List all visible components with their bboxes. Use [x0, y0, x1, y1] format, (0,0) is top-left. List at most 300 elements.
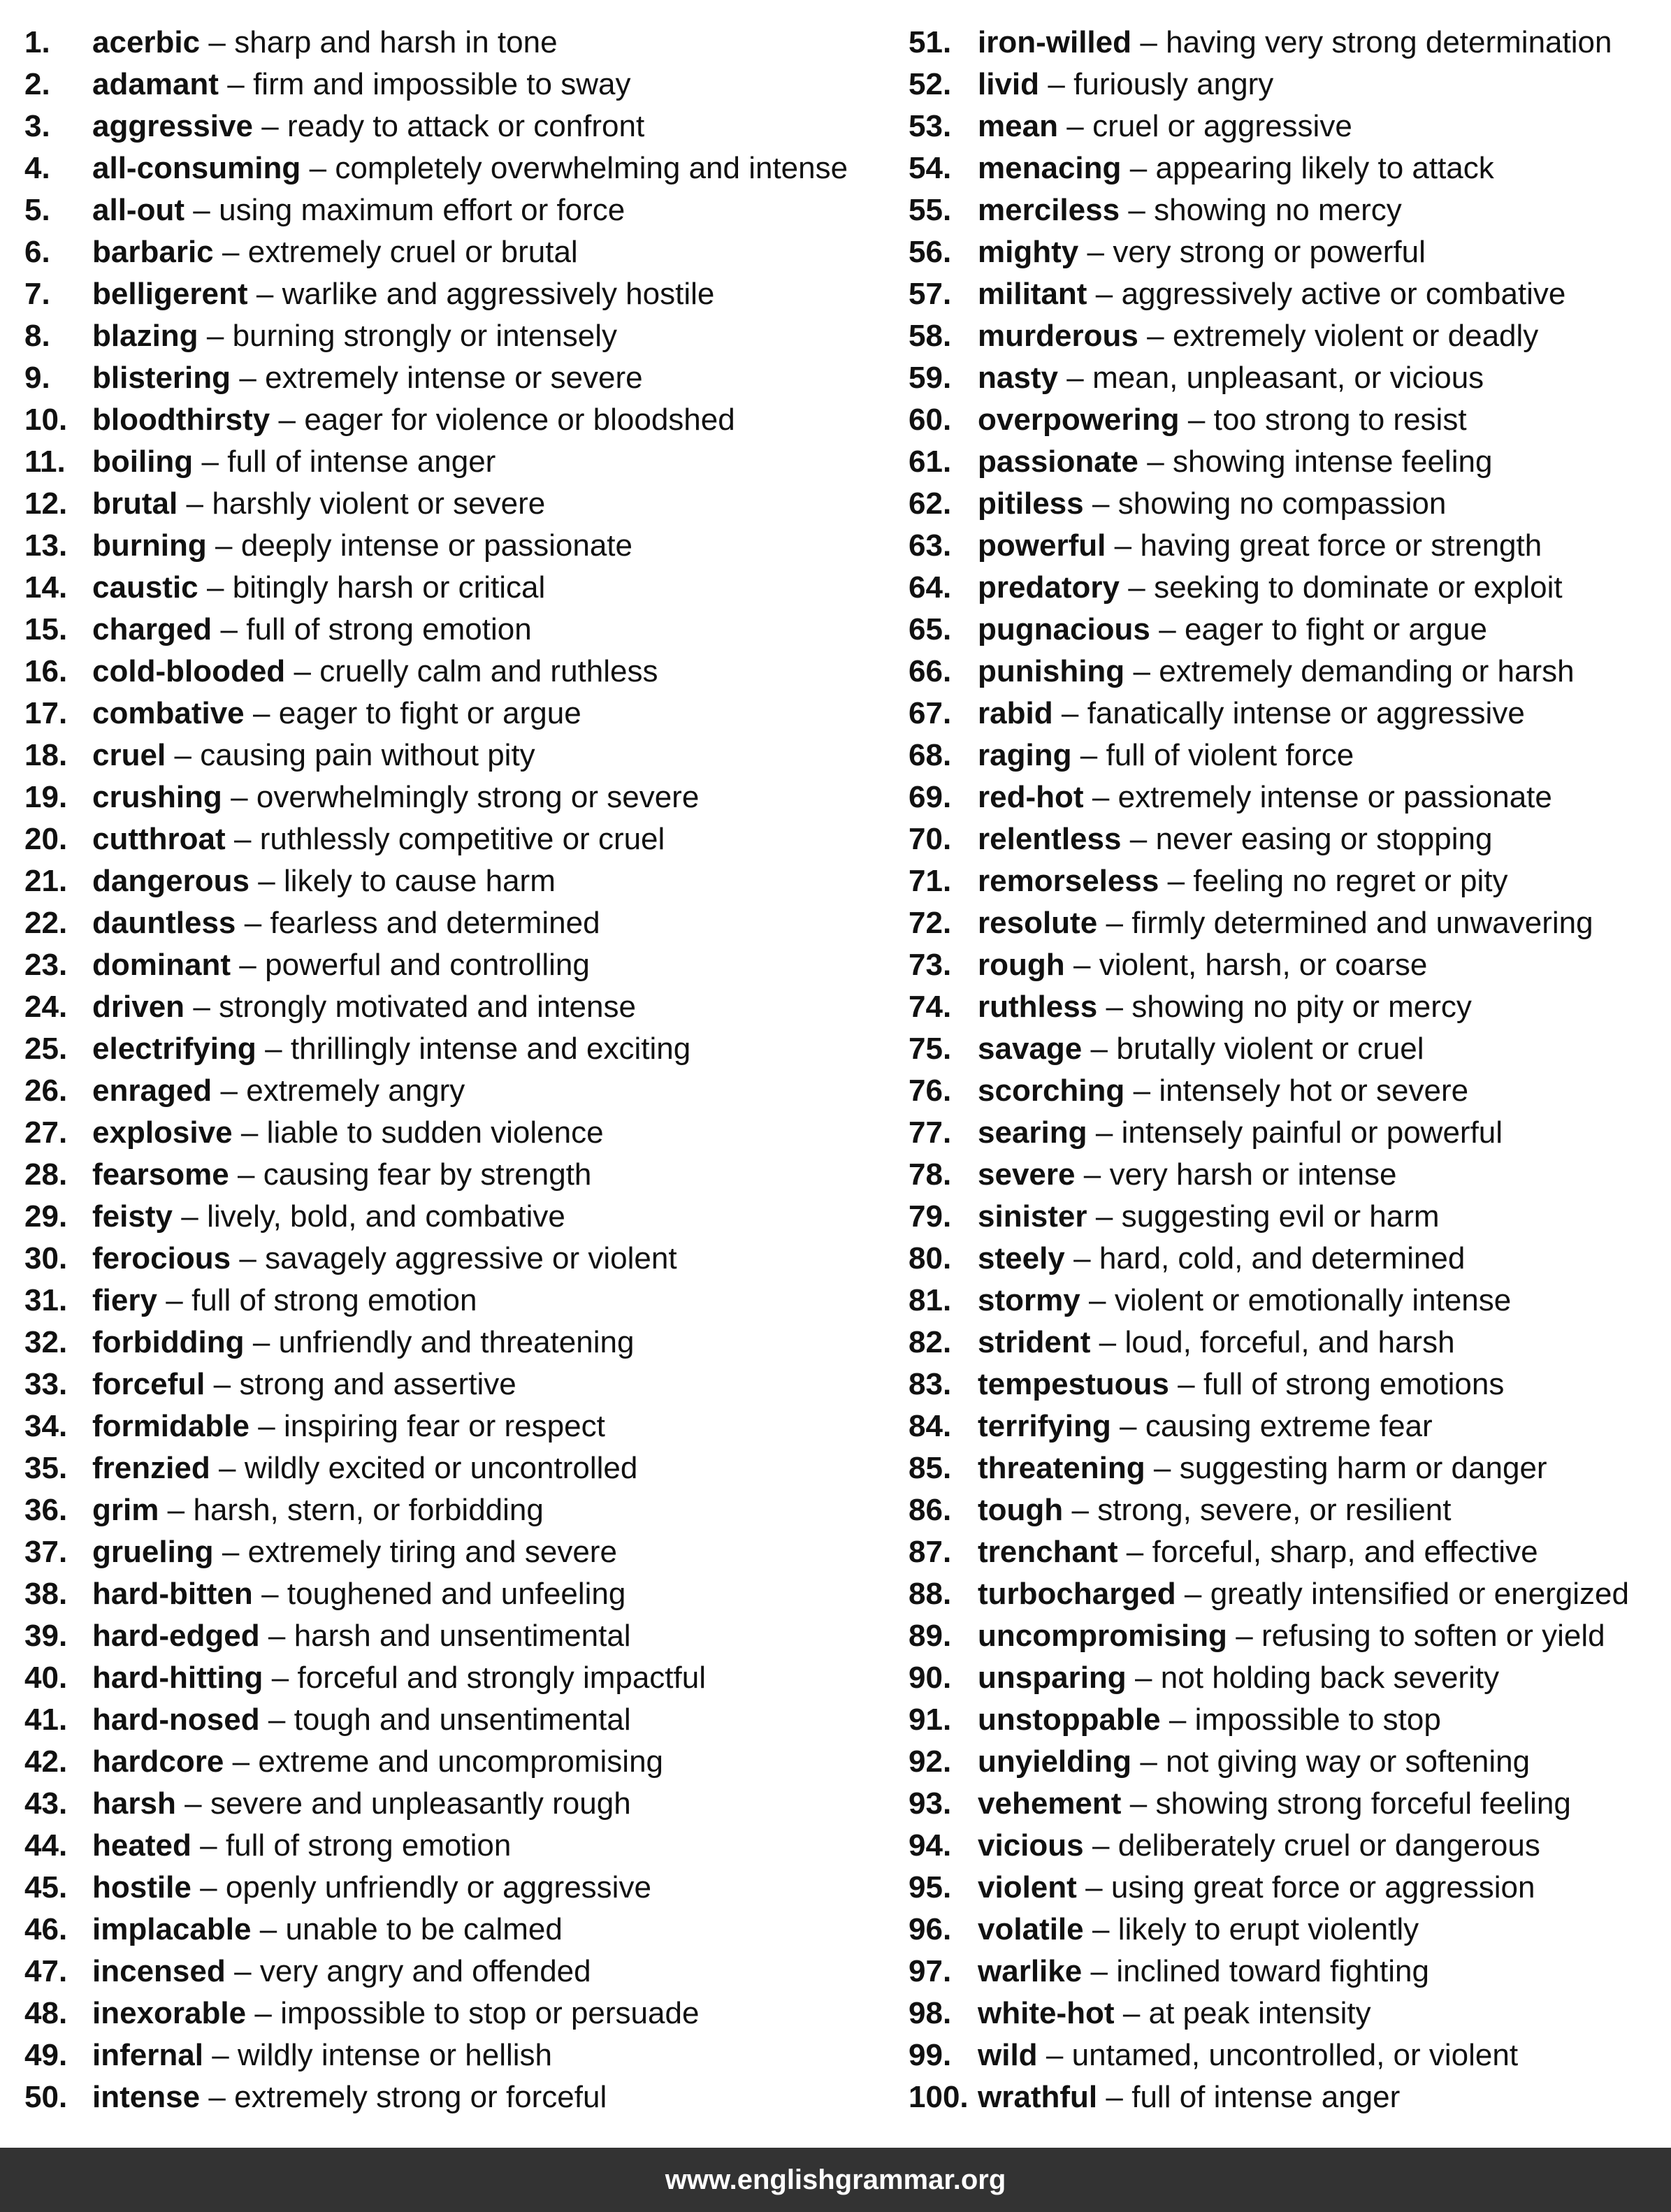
entry-separator: – [268, 1619, 286, 1653]
entry-number: 75. [909, 1032, 952, 1066]
entry-number: 66. [909, 654, 952, 688]
word-entry [24, 64, 884, 106]
word-entry [24, 106, 884, 147]
word-entry [24, 1112, 884, 1154]
entry-separator: – [181, 1199, 198, 1234]
entry-number: 45. [24, 1870, 68, 1904]
entry-number: 42. [24, 1744, 68, 1779]
entry-separator: – [212, 2038, 229, 2072]
entry-number: 14. [24, 570, 68, 605]
entry-separator: – [222, 1535, 240, 1569]
word-entry [24, 441, 884, 483]
entry-separator: – [244, 906, 262, 940]
entry-separator: – [1048, 67, 1065, 101]
entry-word: hard-nosed [92, 1703, 260, 1737]
entry-number: 25. [24, 1032, 68, 1066]
footer-website-url: www.englishgrammar.org [665, 2164, 1006, 2195]
entry-number: 6. [24, 235, 50, 269]
word-entry [24, 525, 884, 567]
entry-separator: – [265, 1032, 282, 1066]
entry-definition: aggressively active or combative [1121, 277, 1566, 311]
entry-definition: thrillingly intense and exciting [290, 1032, 691, 1066]
entry-word: boiling [92, 444, 194, 479]
word-entry [909, 944, 1663, 986]
entry-definition: loud, forceful, and harsh [1124, 1325, 1455, 1359]
entry-definition: strong and assertive [239, 1367, 516, 1401]
entry-number: 53. [909, 109, 952, 143]
entry-number: 80. [909, 1241, 952, 1275]
entry-separator: – [1083, 1157, 1101, 1192]
entry-word: dauntless [92, 906, 236, 940]
entry-word: unstoppable [978, 1703, 1161, 1737]
entry-word: red-hot [978, 780, 1084, 814]
entry-separator: – [240, 1115, 259, 1150]
entry-separator: – [1122, 1996, 1141, 2030]
entry-separator: – [239, 1241, 256, 1275]
entry-number: 49. [24, 2038, 68, 2072]
word-entry [24, 944, 884, 986]
entry-separator: – [233, 822, 252, 856]
entry-number: 23. [24, 948, 68, 982]
word-entry [909, 22, 1663, 64]
entry-number: 83. [909, 1367, 952, 1401]
entry-word: murderous [978, 319, 1138, 353]
entry-number: 93. [909, 1786, 952, 1821]
entry-definition: harshly violent or severe [212, 486, 546, 521]
entry-separator: – [1090, 1954, 1108, 1988]
entry-definition: savagely aggressive or violent [265, 1241, 677, 1275]
entry-definition: openly unfriendly or aggressive [225, 1870, 651, 1904]
entry-word: vicious [978, 1828, 1084, 1863]
entry-number: 3. [24, 109, 50, 143]
entry-word: relentless [978, 822, 1122, 856]
entry-separator: – [271, 1661, 289, 1695]
entry-number: 13. [24, 528, 68, 563]
entry-separator: – [234, 1954, 252, 1988]
entry-separator: – [227, 67, 245, 101]
word-entry [24, 1951, 884, 1993]
entry-definition: intensely hot or severe [1159, 1074, 1469, 1108]
entry-word: resolute [978, 906, 1098, 940]
entry-word: adamant [92, 67, 219, 101]
word-entry [909, 651, 1663, 693]
entry-word: implacable [92, 1912, 252, 1946]
entry-word: ferocious [92, 1241, 231, 1275]
entry-number: 86. [909, 1493, 952, 1527]
entry-number: 96. [909, 1912, 952, 1946]
entry-definition: unable to be calmed [285, 1912, 563, 1946]
entry-definition: violent or emotionally intense [1114, 1283, 1512, 1317]
entry-separator: – [1140, 1744, 1157, 1779]
entry-definition: eager for violence or bloodshed [304, 403, 735, 437]
entry-number: 46. [24, 1912, 68, 1946]
word-entry [24, 399, 884, 441]
entry-number: 4. [24, 151, 50, 185]
word-entry [24, 1573, 884, 1615]
entry-word: barbaric [92, 235, 214, 269]
entry-definition: harsh and unsentimental [294, 1619, 631, 1653]
entry-definition: using maximum effort or force [219, 193, 625, 227]
entry-definition: likely to erupt violently [1117, 1912, 1419, 1946]
entry-separator: – [1073, 1241, 1091, 1275]
entry-number: 16. [24, 654, 68, 688]
entry-definition: mean, unpleasant, or vicious [1092, 361, 1484, 395]
word-entry [909, 1825, 1663, 1867]
word-entry [909, 1447, 1663, 1489]
entry-definition: full of intense anger [227, 444, 496, 479]
entry-definition: fanatically intense or aggressive [1087, 696, 1525, 730]
entry-word: turbocharged [978, 1577, 1176, 1611]
entry-number: 28. [24, 1157, 68, 1192]
word-entry [909, 1028, 1663, 1070]
entry-word: volatile [978, 1912, 1084, 1946]
entry-separator: – [1236, 1619, 1253, 1653]
word-entry [24, 1993, 884, 2034]
word-entry [909, 986, 1663, 1028]
entry-separator: – [201, 444, 219, 479]
entry-word: dangerous [92, 864, 249, 898]
entry-separator: – [220, 1074, 238, 1108]
entry-word: severe [978, 1157, 1076, 1192]
entry-number: 24. [24, 990, 68, 1024]
entry-number: 7. [24, 277, 50, 311]
entry-number: 37. [24, 1535, 68, 1569]
entry-separator: – [1073, 948, 1091, 982]
entry-word: savage [978, 1032, 1083, 1066]
entry-separator: – [254, 1996, 272, 2030]
word-entry [24, 1783, 884, 1825]
entry-definition: showing no compassion [1117, 486, 1447, 521]
entry-separator: – [215, 528, 233, 563]
entry-word: bloodthirsty [92, 403, 270, 437]
entry-separator: – [166, 1283, 183, 1317]
entry-word: tough [978, 1493, 1064, 1527]
entry-number: 50. [24, 2080, 68, 2114]
entry-definition: burning strongly or intensely [232, 319, 617, 353]
entry-definition: greatly intensified or energized [1210, 1577, 1629, 1611]
word-entry [909, 1783, 1663, 1825]
entry-number: 57. [909, 277, 952, 311]
entry-number: 36. [24, 1493, 68, 1527]
entry-separator: – [174, 738, 191, 772]
entry-separator: – [1167, 864, 1185, 898]
entry-number: 82. [909, 1325, 952, 1359]
entry-separator: – [1147, 444, 1164, 479]
entry-separator: – [309, 151, 327, 185]
entry-word: mean [978, 109, 1058, 143]
entry-definition: having very strong determination [1166, 25, 1612, 59]
entry-word: violent [978, 1870, 1077, 1904]
entry-number: 51. [909, 25, 952, 59]
entry-definition: ruthlessly competitive or cruel [259, 822, 665, 856]
entry-definition: extremely violent or deadly [1172, 319, 1539, 353]
entry-word: electrifying [92, 1032, 256, 1066]
entry-separator: – [1099, 1325, 1117, 1359]
entry-word: acerbic [92, 25, 201, 59]
entry-definition: full of strong emotion [246, 612, 532, 646]
entry-separator: – [268, 1703, 286, 1737]
entry-number: 55. [909, 193, 952, 227]
entry-number: 40. [24, 1661, 68, 1695]
word-entry [24, 693, 884, 735]
entry-definition: extremely intense or passionate [1117, 780, 1552, 814]
entry-definition: too strong to resist [1213, 403, 1467, 437]
word-entry [24, 2034, 884, 2076]
entry-separator: – [1085, 1870, 1103, 1904]
entry-separator: – [1106, 2080, 1123, 2114]
entry-number: 100. [909, 2080, 969, 2114]
entry-definition: extremely intense or severe [265, 361, 643, 395]
entry-definition: intensely painful or powerful [1121, 1115, 1503, 1150]
entry-definition: strongly motivated and intense [219, 990, 636, 1024]
entry-number: 97. [909, 1954, 952, 1988]
entry-definition: at peak intensity [1148, 1996, 1371, 2030]
entry-word: cruel [92, 738, 166, 772]
entry-number: 92. [909, 1744, 952, 1779]
entry-separator: – [1159, 612, 1176, 646]
entry-definition: showing strong forceful feeling [1155, 1786, 1571, 1821]
entry-word: wild [978, 2038, 1038, 2072]
entry-word: warlike [978, 1954, 1083, 1988]
entry-word: intense [92, 2080, 201, 2114]
entry-definition: likely to cause harm [284, 864, 556, 898]
entry-definition: inclined toward fighting [1116, 1954, 1429, 1988]
word-entry [24, 1154, 884, 1196]
entry-definition: not holding back severity [1160, 1661, 1500, 1695]
entry-definition: lively, bold, and combative [207, 1199, 565, 1234]
entry-separator: – [1095, 277, 1113, 311]
entry-word: charged [92, 612, 212, 646]
entry-word: belligerent [92, 277, 248, 311]
word-entry [24, 1867, 884, 1909]
entry-number: 74. [909, 990, 952, 1024]
entry-separator: – [219, 1451, 236, 1485]
word-entry [909, 1909, 1663, 1951]
entry-separator: – [231, 780, 248, 814]
word-entry [909, 1531, 1663, 1573]
entry-word: grim [92, 1493, 159, 1527]
entry-definition: furiously angry [1073, 67, 1274, 101]
entry-definition: refusing to soften or yield [1261, 1619, 1605, 1653]
word-entry [909, 567, 1663, 609]
entry-separator: – [261, 109, 279, 143]
entry-word: pugnacious [978, 612, 1150, 646]
entry-word: tempestuous [978, 1367, 1169, 1401]
word-entry [909, 189, 1663, 231]
entry-definition: overwhelmingly strong or severe [256, 780, 700, 814]
footer-bar [0, 2148, 1671, 2212]
entry-definition: eager to fight or argue [1185, 612, 1487, 646]
word-entry [24, 860, 884, 902]
word-entry [24, 1909, 884, 1951]
entry-word: driven [92, 990, 185, 1024]
entry-definition: cruelly calm and ruthless [319, 654, 658, 688]
word-entry [909, 1993, 1663, 2034]
entry-word: ruthless [978, 990, 1098, 1024]
entry-number: 84. [909, 1409, 952, 1443]
entry-separator: – [258, 864, 275, 898]
entry-separator: – [185, 1786, 202, 1821]
entry-word: scorching [978, 1074, 1125, 1108]
entry-number: 22. [24, 906, 68, 940]
entry-word: fiery [92, 1283, 157, 1317]
entry-separator: – [1178, 1367, 1195, 1401]
entry-number: 10. [24, 403, 68, 437]
entry-separator: – [193, 193, 210, 227]
entry-definition: full of strong emotions [1203, 1367, 1505, 1401]
entry-word: hard-hitting [92, 1661, 263, 1695]
entry-definition: firm and impossible to sway [253, 67, 631, 101]
word-entry [24, 315, 884, 357]
entry-word: hardcore [92, 1744, 224, 1779]
entry-number: 88. [909, 1577, 952, 1611]
entry-word: hard-bitten [92, 1577, 253, 1611]
word-entry [24, 189, 884, 231]
entry-word: strident [978, 1325, 1091, 1359]
entry-separator: – [193, 990, 210, 1024]
word-entry [24, 567, 884, 609]
entry-number: 35. [24, 1451, 68, 1485]
entry-number: 71. [909, 864, 952, 898]
entry-word: trenchant [978, 1535, 1118, 1569]
entry-word: uncompromising [978, 1619, 1227, 1653]
word-entry [909, 1741, 1663, 1783]
entry-definition: extremely strong or forceful [234, 2080, 607, 2114]
entry-number: 5. [24, 193, 50, 227]
entry-number: 30. [24, 1241, 68, 1275]
entry-separator: – [208, 2080, 226, 2114]
entry-definition: liable to sudden violence [266, 1115, 604, 1150]
entry-separator: – [252, 1325, 270, 1359]
entry-number: 81. [909, 1283, 952, 1317]
entry-word: explosive [92, 1115, 233, 1150]
entry-number: 43. [24, 1786, 68, 1821]
word-entry [909, 357, 1663, 399]
word-entry [909, 483, 1663, 525]
entry-definition: showing no mercy [1154, 193, 1402, 227]
entry-separator: – [1114, 528, 1132, 563]
entry-number: 2. [24, 67, 50, 101]
entry-word: formidable [92, 1409, 249, 1443]
word-entry [909, 441, 1663, 483]
entry-number: 69. [909, 780, 952, 814]
word-entry [909, 860, 1663, 902]
entry-number: 63. [909, 528, 952, 563]
entry-word: hostile [92, 1870, 191, 1904]
entry-word: combative [92, 696, 245, 730]
entry-word: hard-edged [92, 1619, 260, 1653]
entry-definition: impossible to stop or persuade [280, 1996, 700, 2030]
entry-separator: – [167, 1493, 185, 1527]
entry-separator: – [261, 1577, 279, 1611]
entry-word: heated [92, 1828, 191, 1863]
entry-number: 21. [24, 864, 68, 898]
entry-word: feisty [92, 1199, 173, 1234]
word-entry [24, 776, 884, 818]
entry-definition: suggesting evil or harm [1121, 1199, 1440, 1234]
entry-definition: feeling no regret or pity [1193, 864, 1508, 898]
entry-definition: very strong or powerful [1113, 235, 1426, 269]
word-entry [24, 651, 884, 693]
word-entry [909, 1154, 1663, 1196]
entry-definition: ready to attack or confront [287, 109, 645, 143]
entry-number: 29. [24, 1199, 68, 1234]
word-entry [909, 1489, 1663, 1531]
entry-number: 77. [909, 1115, 952, 1150]
entry-number: 33. [24, 1367, 68, 1401]
entry-word: all-out [92, 193, 185, 227]
entry-definition: not giving way or softening [1166, 1744, 1531, 1779]
word-entry [24, 1028, 884, 1070]
word-entry [24, 2076, 884, 2118]
entry-definition: extreme and uncompromising [258, 1744, 664, 1779]
entry-separator: – [1046, 2038, 1064, 2072]
word-list-right-column [909, 22, 1663, 2118]
entry-word: rabid [978, 696, 1053, 730]
entry-separator: – [206, 319, 224, 353]
entry-definition: warlike and aggressively hostile [282, 277, 715, 311]
word-entry [24, 1699, 884, 1741]
word-entry [24, 483, 884, 525]
entry-number: 65. [909, 612, 952, 646]
word-entry [909, 147, 1663, 189]
entry-word: infernal [92, 2038, 203, 2072]
word-entry [909, 1238, 1663, 1280]
entry-word: fearsome [92, 1157, 229, 1192]
entry-word: crushing [92, 780, 222, 814]
entry-word: powerful [978, 528, 1106, 563]
word-entry [909, 609, 1663, 651]
entry-number: 18. [24, 738, 68, 772]
entry-separator: – [232, 1744, 250, 1779]
entry-definition: full of strong emotion [191, 1283, 477, 1317]
entry-number: 79. [909, 1199, 952, 1234]
word-entry [24, 1405, 884, 1447]
entry-number: 17. [24, 696, 68, 730]
entry-separator: – [239, 948, 256, 982]
word-entry [909, 1699, 1663, 1741]
entry-word: menacing [978, 151, 1122, 185]
entry-definition: sharp and harsh in tone [234, 25, 558, 59]
entry-word: passionate [978, 444, 1138, 479]
entry-definition: completely overwhelming and intense [335, 151, 848, 185]
entry-word: rough [978, 948, 1065, 982]
entry-word: stormy [978, 1283, 1080, 1317]
entry-separator: – [258, 1409, 275, 1443]
entry-word: merciless [978, 193, 1120, 227]
entry-number: 68. [909, 738, 952, 772]
entry-separator: – [1089, 1283, 1106, 1317]
entry-word: threatening [978, 1451, 1145, 1485]
entry-number: 8. [24, 319, 50, 353]
entry-word: inexorable [92, 1996, 247, 2030]
entry-number: 38. [24, 1577, 68, 1611]
entry-separator: – [1120, 1409, 1137, 1443]
entry-separator: – [1092, 780, 1110, 814]
word-entry [24, 1741, 884, 1783]
entry-word: punishing [978, 654, 1125, 688]
entry-definition: appearing likely to attack [1155, 151, 1494, 185]
entry-separator: – [1133, 1074, 1151, 1108]
entry-separator: – [278, 403, 296, 437]
entry-number: 61. [909, 444, 952, 479]
entry-separator: – [213, 1367, 231, 1401]
word-entry [909, 693, 1663, 735]
entry-word: sinister [978, 1199, 1087, 1234]
entry-separator: – [1135, 1661, 1152, 1695]
entry-definition: seeking to dominate or exploit [1154, 570, 1563, 605]
entry-separator: – [200, 1870, 217, 1904]
